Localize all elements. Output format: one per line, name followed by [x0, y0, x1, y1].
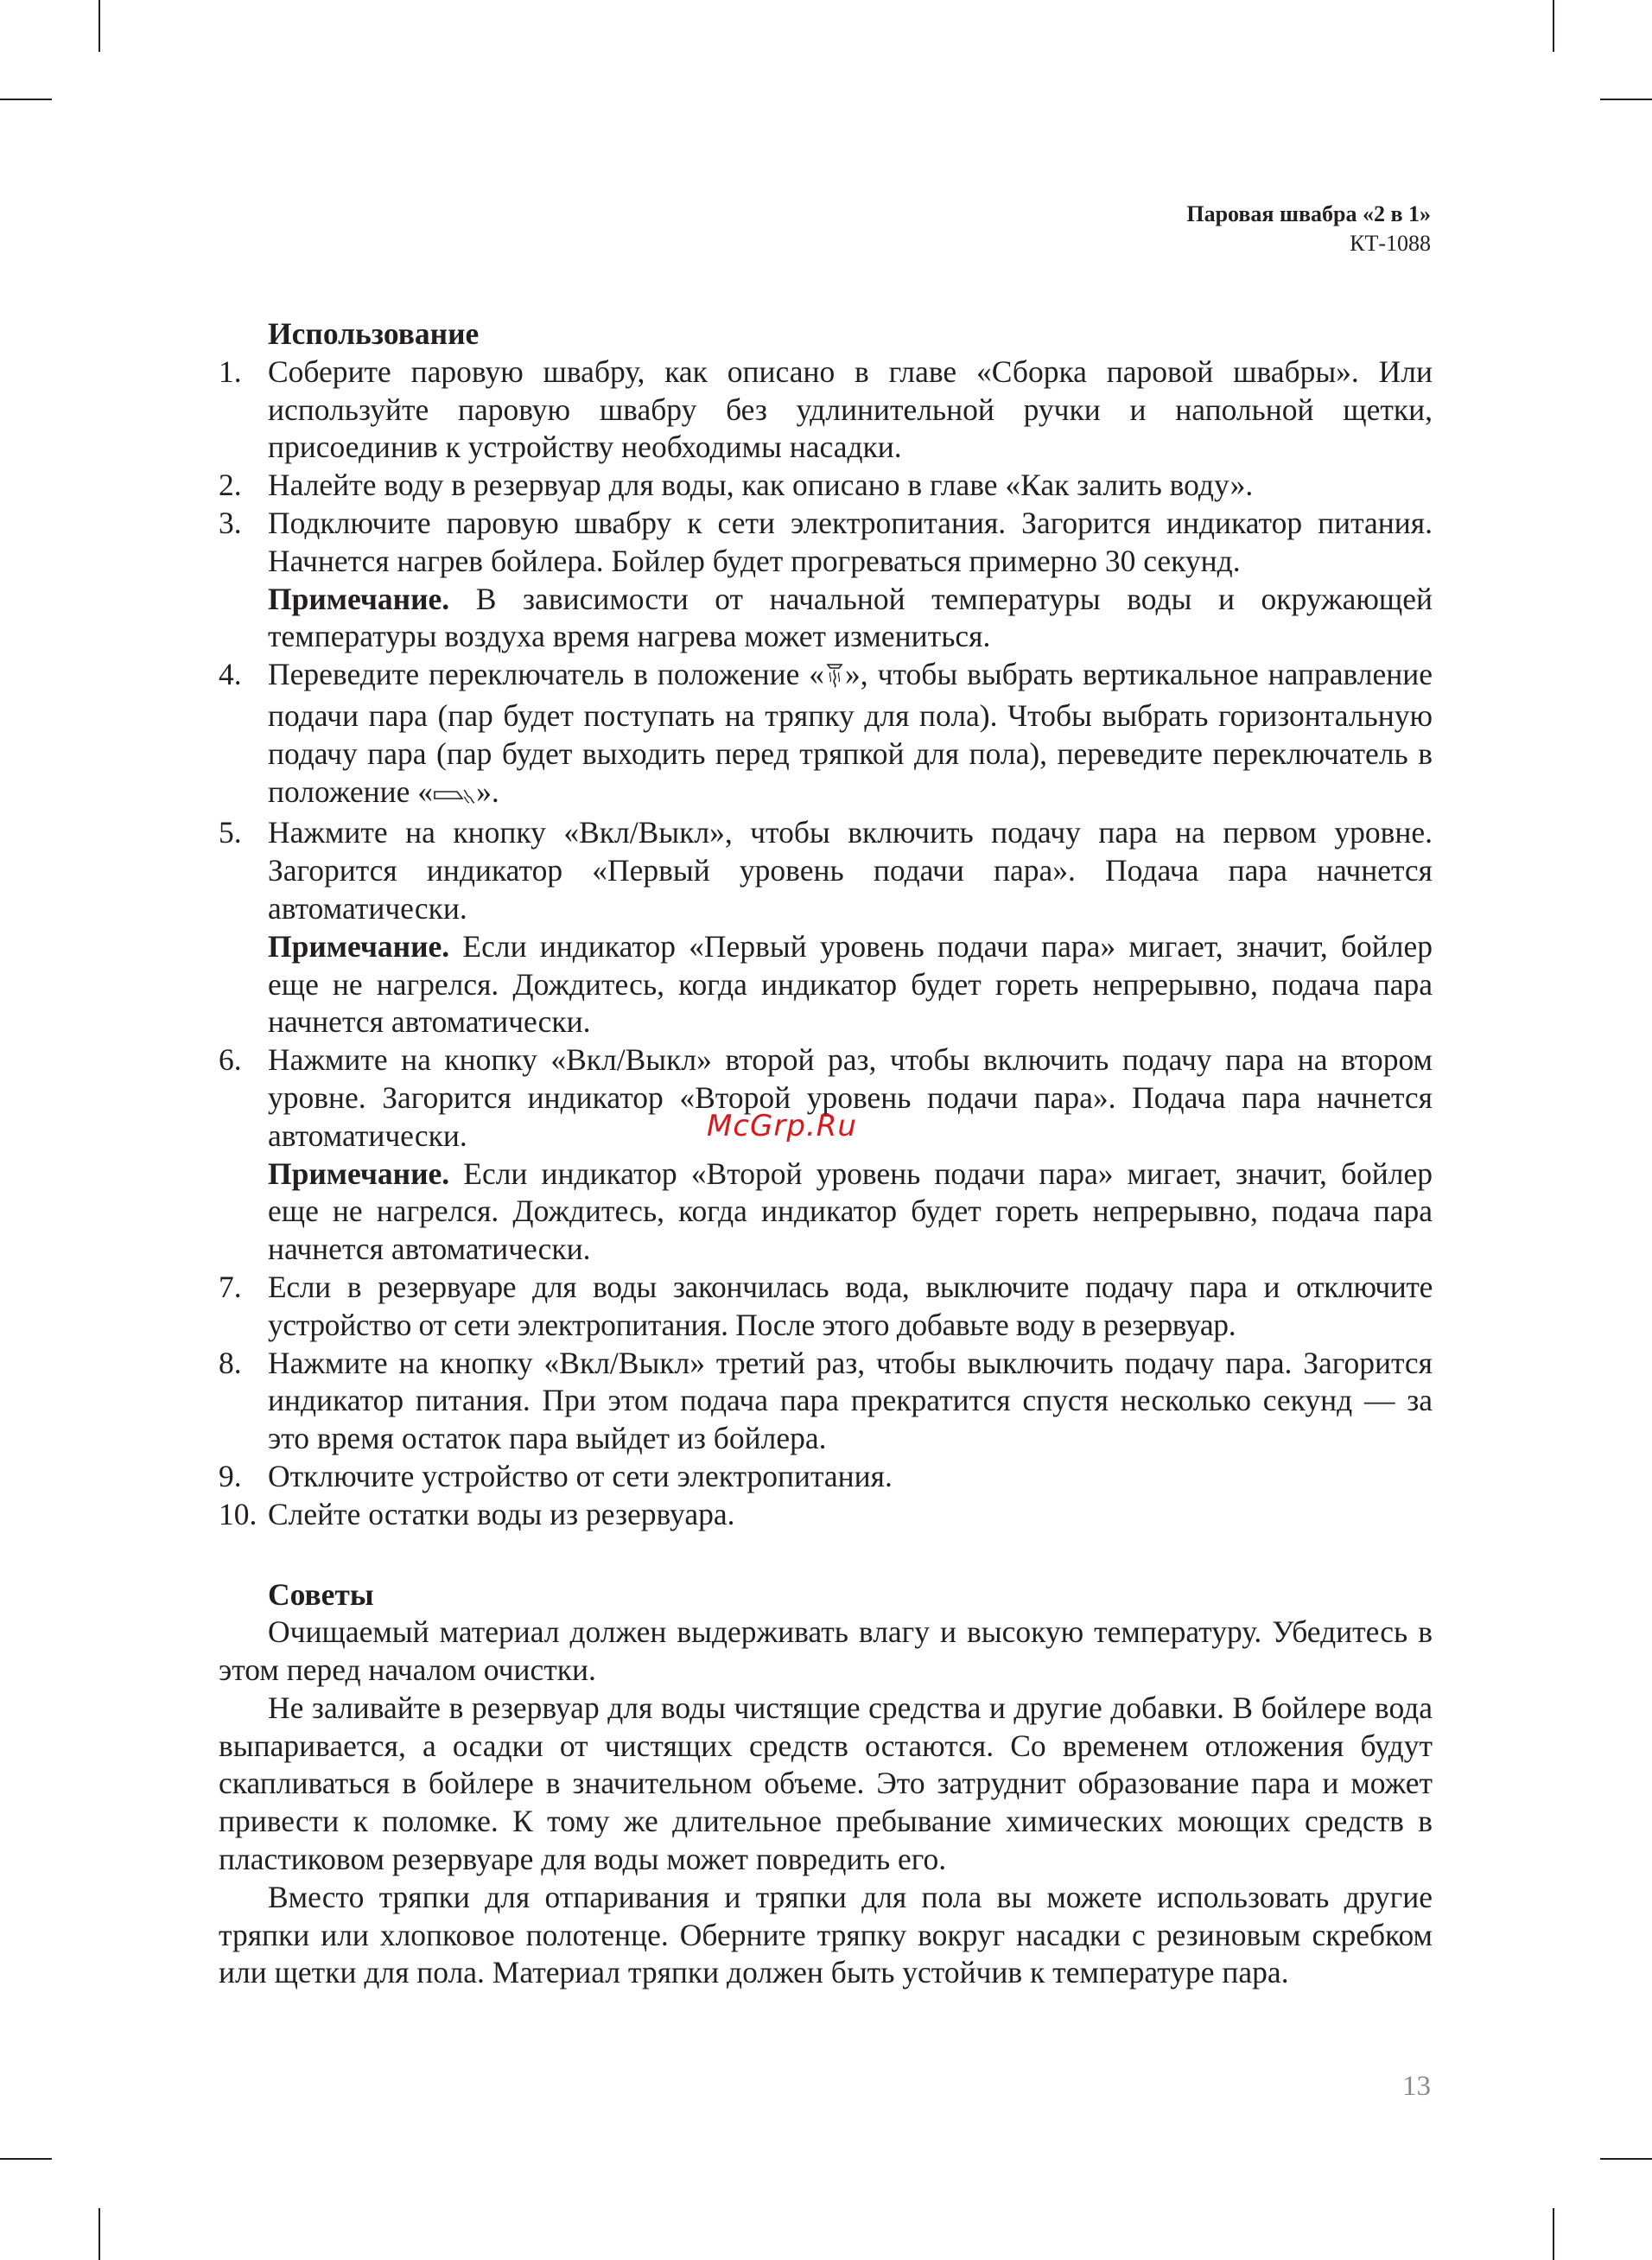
- list-item: [219, 1458, 1433, 1496]
- step-number: 6.: [219, 1042, 242, 1078]
- step-text: Нажмите на кнопку «Вкл/Выкл» второй раз, чтобы включить подачу пара на втором уровне. Загорится индикатор «Второй уровень подачи пара». Подача пара начнется автоматически.: [268, 1042, 1433, 1153]
- step-text: Соберите паровую швабру, как описано в главе «Сборка паровой швабры». Или используйте паровую швабру без удлинительной ручки и напольной щетки, присоединив к устройству необходимы насадки.: [268, 353, 1433, 465]
- crop-mark: [98, 0, 100, 52]
- usage-steps-list: [219, 353, 1433, 1534]
- list-item: [219, 353, 1433, 467]
- step-number: 8.: [219, 1345, 242, 1380]
- header-model: КТ-1088: [1350, 231, 1431, 256]
- watermark: McGrp.Ru: [707, 1109, 857, 1143]
- step-text: Нажмите на кнопку «Вкл/Выкл» третий раз, чтобы выключить подачу пара. Загорится индикатор питания. При этом подача пара прекратится спустя несколько секунд — за это время остаток пара выйдет из бойлера.: [268, 1345, 1433, 1456]
- crop-mark: [0, 99, 52, 100]
- running-header: [1186, 200, 1431, 258]
- note-label: Примечание.: [268, 928, 450, 964]
- section-heading-tips: Советы: [268, 1576, 374, 1612]
- vertical-steam-icon: [824, 659, 845, 697]
- step-number: 5.: [219, 815, 242, 850]
- crop-mark: [1553, 0, 1554, 52]
- list-item: [219, 1269, 1433, 1345]
- step-number: 10.: [219, 1496, 257, 1531]
- step-text: Переведите переключатель в положение «: [268, 657, 825, 692]
- list-item: [219, 656, 1433, 814]
- step-note: [219, 1155, 1433, 1269]
- page-content: [219, 315, 1433, 1992]
- step-note: [219, 581, 1433, 657]
- step-text: ».: [476, 773, 499, 809]
- crop-mark: [98, 2208, 100, 2260]
- step-number: 4.: [219, 657, 242, 692]
- tips-paragraph: Вместо тряпки для отпаривания и тряпки для пола вы можете использовать другие тряпки или хлопковое полотенце. Оберните тряпку вокруг насадки с резиновым скребком или щетки для пола. Материал тряпки должен быть устойчив к температуре пара.: [219, 1879, 1433, 1990]
- list-item: [219, 1345, 1433, 1458]
- list-item: [219, 467, 1433, 505]
- step-text: Отключите устройство от сети электропитания.: [268, 1458, 893, 1493]
- section-heading-usage: Использование: [268, 316, 480, 351]
- step-number: 2.: [219, 468, 242, 503]
- step-text: », чтобы выбрать вертикальное направление подачи пара (пар будет поступать на тряпку для пола). Чтобы выбрать горизонтальную подачу пара (пар будет выходить перед тряпкой для пола), переведите переключатель в положение «: [268, 657, 1433, 809]
- list-item: [219, 505, 1433, 581]
- step-number: 1.: [219, 353, 242, 389]
- horizontal-steam-icon: [433, 777, 476, 815]
- crop-mark: [1553, 2208, 1554, 2260]
- crop-mark: [1600, 99, 1652, 100]
- step-number: 3.: [219, 505, 242, 540]
- note-text: Если индикатор «Второй уровень подачи пара» мигает, значит, бойлер еще не нагрелся. Дождитесь, когда индикатор будет гореть непрерывно, подача пара начнется автоматически.: [268, 1155, 1433, 1267]
- crop-mark: [0, 2158, 52, 2160]
- step-text: Слейте остатки воды из резервуара.: [268, 1496, 735, 1531]
- header-title: Паровая швабра «2 в 1»: [1186, 201, 1431, 226]
- step-number: 7.: [219, 1269, 242, 1304]
- list-item: [219, 1496, 1433, 1534]
- note-label: Примечание.: [268, 581, 450, 616]
- list-item: [219, 814, 1433, 927]
- step-text: Подключите паровую швабру к сети электропитания. Загорится индикатор питания. Начнется нагрев бойлера. Бойлер будет прогреваться примерно 30 секунд.: [268, 505, 1433, 578]
- step-note: [219, 928, 1433, 1041]
- tips-paragraph: Не заливайте в резервуар для воды чистящие средства и другие добавки. В бойлере вода выпаривается, а осадки от чистящих средств остаются. Со временем отложения будут скапливаться в бойлере в значительном объеме. Это затруднит образование пара и может привести к поломке. К тому же длительное пребывание химических моющих средств в пластиковом резервуаре для воды может повредить его.: [219, 1690, 1433, 1877]
- note-text: В зависимости от начальной температуры воды и окружающей температуры воздуха время нагрева может измениться.: [268, 581, 1433, 654]
- step-text: Если в резервуаре для воды закончилась вода, выключите подачу пара и отключите устройство от сети электропитания. После этого добавьте воду в резервуар.: [268, 1269, 1433, 1342]
- step-text: Налейте воду в резервуар для воды, как описано в главе «Как залить воду».: [268, 468, 1254, 503]
- tips-paragraph: Очищаемый материал должен выдерживать влагу и высокую температуру. Убедитесь в этом перед началом очистки.: [219, 1614, 1433, 1688]
- page-number: 13: [1402, 2071, 1431, 2102]
- step-text: Нажмите на кнопку «Вкл/Выкл», чтобы включить подачу пара на первом уровне. Загорится индикатор «Первый уровень подачи пара». Подача пара начнется автоматически.: [268, 815, 1433, 926]
- note-text: Если индикатор «Первый уровень подачи пара» мигает, значит, бойлер еще не нагрелся. Дождитесь, когда индикатор будет гореть непрерывно, подача пара начнется автоматически.: [268, 928, 1433, 1040]
- note-label: Примечание.: [268, 1155, 450, 1191]
- section-gap: [219, 1534, 1433, 1576]
- crop-mark: [1600, 2158, 1652, 2160]
- step-number: 9.: [219, 1458, 242, 1493]
